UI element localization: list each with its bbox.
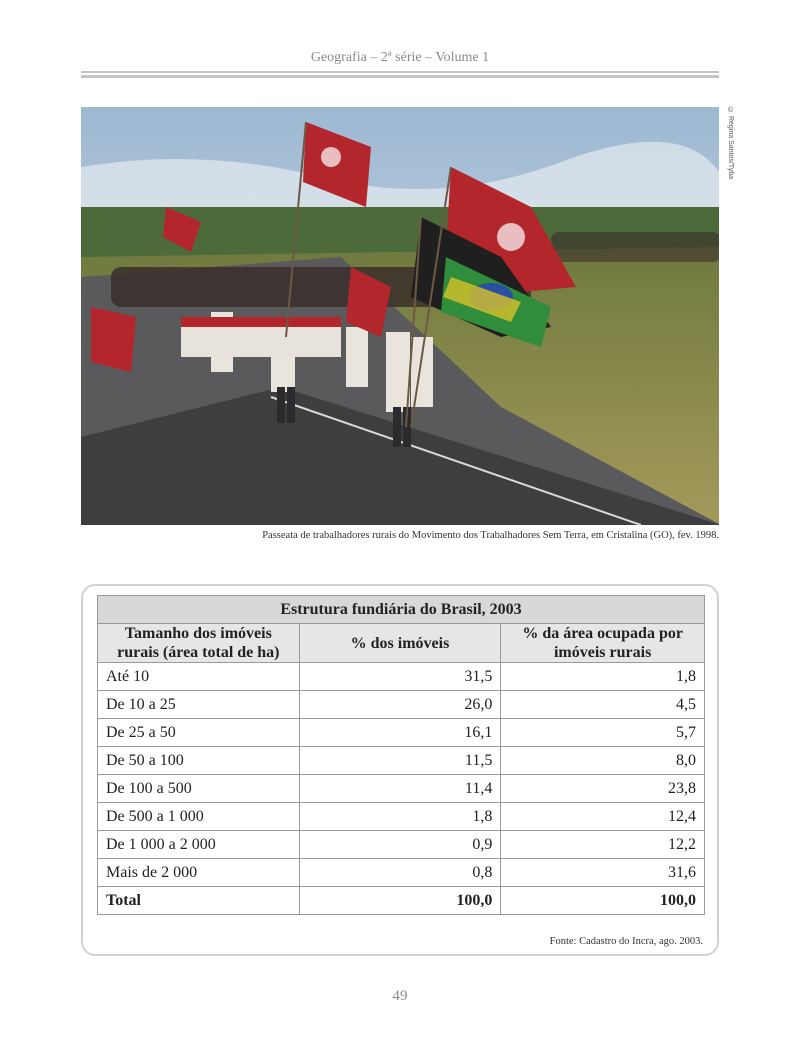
table-row: [98, 831, 705, 859]
pct-properties-cell: 31,5: [299, 663, 501, 691]
row-label: De 10 a 25: [98, 691, 300, 719]
photo-caption: Passeata de trabalhadores rurais do Movimento dos Trabalhadores Sem Terra, em Cristalina (GO), fev. 1998.: [262, 530, 719, 541]
col-header-size: Tamanho dos imóveis rurais (área total de ha): [98, 624, 300, 663]
pct-properties-cell: 0,9: [299, 831, 501, 859]
pct-properties-cell: 0,8: [299, 859, 501, 887]
row-label: Mais de 2 000: [98, 859, 300, 887]
pct-properties-cell: 26,0: [299, 691, 501, 719]
table-row: [98, 859, 705, 887]
total-pct-properties: 100,0: [299, 887, 501, 915]
land-structure-table: [97, 595, 705, 915]
land-structure-table-box: [81, 584, 719, 956]
header-rule: [81, 71, 719, 78]
col-header-pct-area: % da área ocupada por imóveis rurais: [501, 624, 705, 663]
pct-area-cell: 8,0: [501, 747, 705, 775]
table-row: [98, 747, 705, 775]
total-row: [98, 887, 705, 915]
table-title: Estrutura fundiária do Brasil, 2003: [98, 596, 705, 624]
table-row: [98, 663, 705, 691]
pct-properties-cell: 11,5: [299, 747, 501, 775]
row-label: De 25 a 50: [98, 719, 300, 747]
pct-area-cell: 12,4: [501, 803, 705, 831]
row-label: De 500 a 1 000: [98, 803, 300, 831]
table-row: [98, 803, 705, 831]
page-number: 49: [392, 988, 408, 1004]
row-label: De 100 a 500: [98, 775, 300, 803]
row-label: De 50 a 100: [98, 747, 300, 775]
total-label: Total: [98, 887, 300, 915]
pct-area-cell: 31,6: [501, 859, 705, 887]
photo-credit: © Regina Santos/Tyba: [727, 107, 734, 179]
pct-area-cell: 4,5: [501, 691, 705, 719]
row-label: De 1 000 a 2 000: [98, 831, 300, 859]
total-pct-area: 100,0: [501, 887, 705, 915]
pct-area-cell: 12,2: [501, 831, 705, 859]
march-photo: [81, 107, 719, 525]
table-source: Fonte: Cadastro do Incra, ago. 2003.: [549, 936, 703, 947]
table-row: [98, 775, 705, 803]
col-header-pct-properties: % dos imóveis: [299, 624, 501, 663]
row-label: Até 10: [98, 663, 300, 691]
pct-area-cell: 23,8: [501, 775, 705, 803]
pct-area-cell: 1,8: [501, 663, 705, 691]
pct-properties-cell: 1,8: [299, 803, 501, 831]
pct-properties-cell: 11,4: [299, 775, 501, 803]
table-row: [98, 691, 705, 719]
pct-properties-cell: 16,1: [299, 719, 501, 747]
pct-area-cell: 5,7: [501, 719, 705, 747]
running-head: Geografia – 2ª série – Volume 1: [310, 50, 490, 65]
table-row: [98, 719, 705, 747]
